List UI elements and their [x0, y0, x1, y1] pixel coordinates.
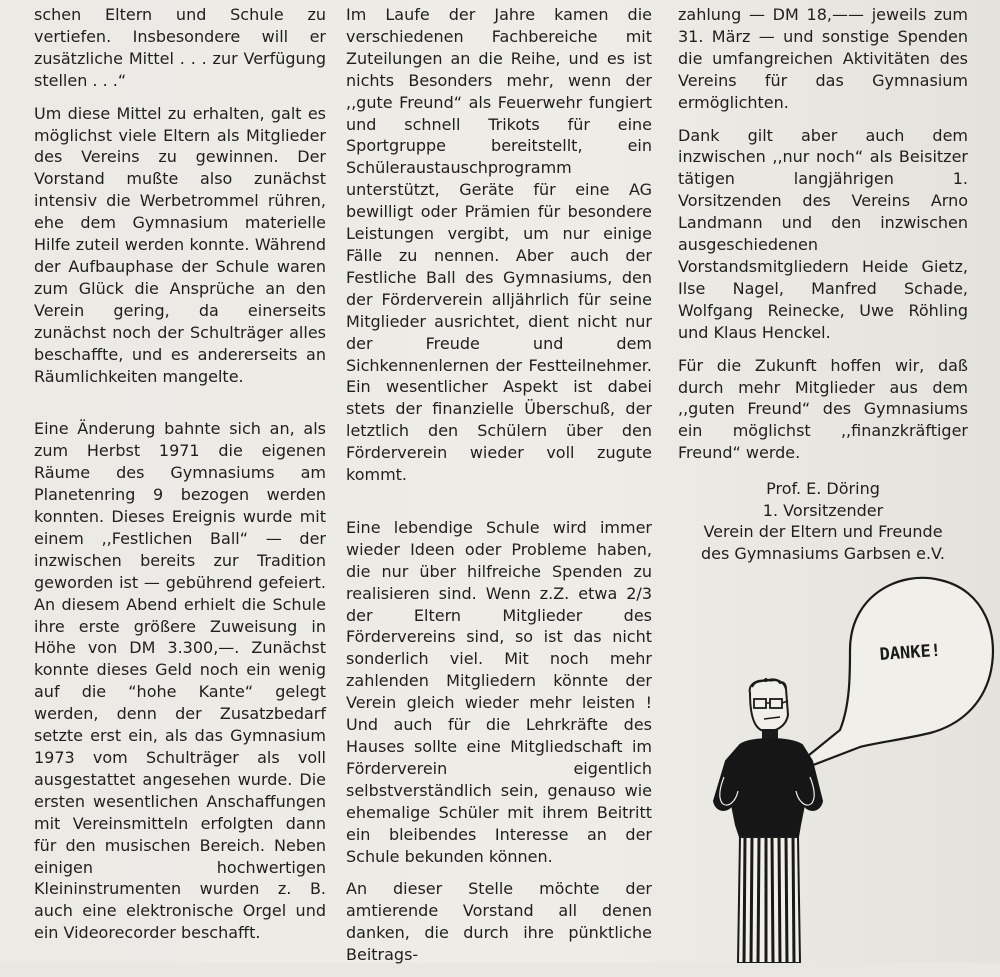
- signature-name: Prof. E. Döring: [766, 479, 880, 499]
- signature-org-line-1: Verein der Eltern und Freunde: [703, 522, 943, 542]
- paragraph: Eine Änderung bahnte sich an, als zum Herbst 1971 die eigenen Räume des Gymnasiums am Planetenring 9 bezogen werden konnten. Dieses Ereignis wurde mit einem ,,Festlichen Ball“ — der inzwischen bereits zur Tradition geworden ist — gebührend gefeiert. An diesem Abend erhielt die Schule ihre erste größere Zuweisung in Höhe von DM 3.300,—. Zunächst konnte dieses Geld noch ein wenig auf die “hohe Kante“ gelegt werden, denn der Zusatzbedarf setzte erst ein, als das Gymnasium 1973 vom Schulträger als voll ausgestattet angesehen wurde. Die ersten wesentlichen Anschaffungen mit Vereinsmitteln erfolgten dann für den musischen Bereich. Neben einigen hochwertigen Kleininstrumenten wurden z. B. auch eine elektronische Orgel und ein Videorecorder beschafft.: [34, 419, 326, 943]
- paragraph: Dank gilt aber auch dem inzwischen ,,nur noch“ als Beisitzer tätigen langjährigen 1. Vorsitzenden des Vereins Arno Landmann und den inzwischen ausgeschiedenen Vorstandsmitgliedern Heide Gietz, Ilse Nagel, Manfred Schade, Wolfgang Reinecke, Uwe Röhling und Klaus Henckel.: [678, 125, 968, 342]
- cartoon-illustration: [700, 565, 1000, 963]
- paragraph: Im Laufe der Jahre kamen die verschiedenen Fachbereiche mit Zuteilungen an die Reihe, und es ist nichts Besonders mehr, wenn der ,,gute Freund“ als Feuerwehr fungiert und schnell Trikots für eine Sportgruppe bereitstellt, ein Schüleraustauschprogramm unterstützt, Geräte für eine AG bewilligt oder Prämien für besondere Leistungen vergibt, um nur einige Fälle zu nennen. Aber auch der Festliche Ball des Gymnasiums, den der Förderverein alljährlich für seine Mitglieder ausrichtet, dient nicht nur der Freude und dem Sichkennenlernen der Festteilnehmer. Ein wesentlicher Aspekt ist dabei stets der finanzielle Überschuß, der letztlich den Schülern über den Förderverein wieder voll zugute kommt.: [346, 5, 652, 485]
- signature-org-line-2: des Gymnasiums Garbsen e.V.: [701, 543, 945, 563]
- paragraph: Für die Zukunft hoffen wir, daß durch mehr Mitglieder aus dem ,,guten Freund“ des Gymnasiums ein möglichst ,,finanzkräftiger Freund“ werde.: [678, 355, 968, 463]
- striped-trousers: [738, 837, 800, 963]
- paragraph: Um diese Mittel zu erhalten, galt es möglichst viele Eltern als Mitglieder des Vereins zu gewinnen. Der Vorstand mußte also zunächst intensiv die Werbetrommel rühren, ehe dem Gymnasium materielle Hilfe zuteil werden konnte. Während der Aufbauphase der Schule waren zum Glück die Ansprüche an den Verein gering, da einerseits zunächst noch der Schulträger alles beschaffte, und es andererseits an Räumlichkeiten mangelte.: [34, 103, 326, 386]
- text-column-2: [346, 4, 652, 977]
- speech-bubble: [782, 578, 993, 777]
- paragraph: schen Eltern und Schule zu vertiefen. Insbesondere will er zusätzliche Mittel . . . zur Verfügung stellen . . .“: [34, 5, 326, 90]
- cartoon-drawing: [700, 565, 1000, 963]
- bubble-text: DANKE!: [878, 640, 942, 665]
- paragraph: zahlung — DM 18,—— jeweils zum 31. März — und sonstige Spenden die umfangreichen Aktivitäten des Vereins für das Gymnasium ermöglichten.: [678, 5, 968, 112]
- paragraph: Eine lebendige Schule wird immer wieder Ideen oder Probleme haben, die nur über hilfreiche Spenden zu realisieren sind. Wenn z.Z. etwa 2/3 der Eltern Mitglieder des Fördervereins sind, so ist das nicht sonderlich viel. Mit noch mehr zahlenden Mitgliedern könnte der Verein gleich wieder mehr leisten ! Und auch für die Lehrkräfte des Hauses sollte eine Mitgliedschaft im Förderverein eigentlich selbstverständlich sein, genauso wie ehemalige Schüler mit ihrem Beitritt ein bleibendes Interesse an der Schule bekunden können.: [346, 517, 652, 866]
- paragraph: An dieser Stelle möchte der amtierende Vorstand all denen danken, die durch ihre pünktliche Beitrags-: [346, 879, 652, 965]
- torso: [714, 739, 822, 837]
- signature-block: [678, 478, 968, 564]
- text-column-1: [34, 4, 326, 955]
- signature-role: 1. Vorsitzender: [762, 500, 884, 520]
- text-column-3: [678, 4, 968, 564]
